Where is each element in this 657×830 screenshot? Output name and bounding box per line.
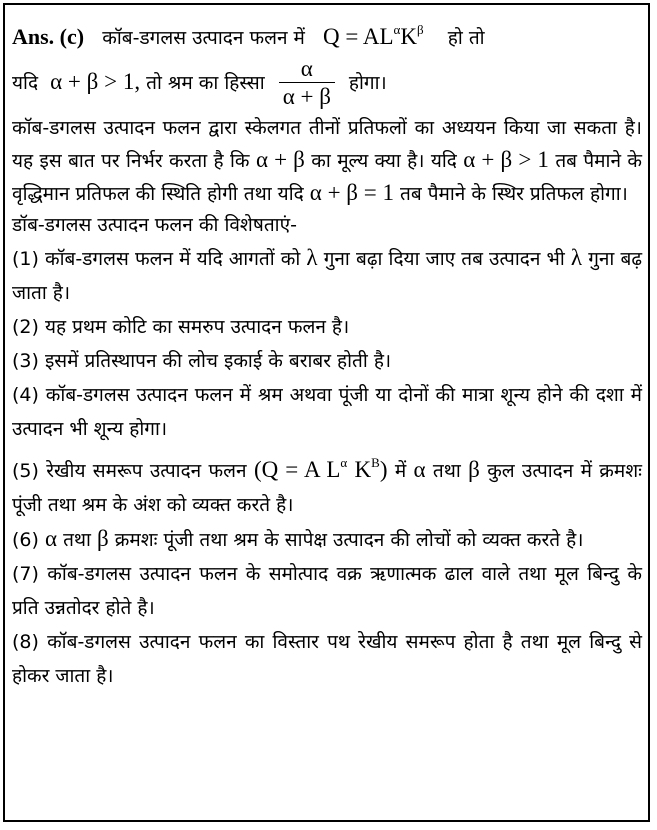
feature-5-k: K	[354, 457, 372, 482]
feature-1-text-c: गुना बढ़ जाता है।	[12, 248, 643, 304]
answer-line-1	[12, 9, 642, 51]
lambda-symbol: λ	[570, 245, 583, 270]
feature-item-7: (7) कॉब-डगलस उत्पादन फलन के समोत्पाद वक्र ऋणात्मक ढाल वाले तथा मूल बिन्दु के प्रति उन्नतोदर होते है।	[12, 563, 642, 619]
alpha-symbol: α	[44, 526, 58, 551]
feature-5-close: )	[379, 457, 388, 482]
feature-item-4: (4) कॉब-डगलस उत्पादन फलन में श्रम अथवा पूंजी या दोनों की मात्रा शून्य होने की दशा में उत्पादन भी शून्य होगा।	[12, 384, 642, 440]
formula-alpha-exponent: α	[393, 22, 401, 37]
answer-intro-text: कॉब-डगलस उत्पादन फलन में	[102, 27, 305, 49]
feature-5-text-b: में	[394, 460, 407, 482]
feature-item-5	[12, 446, 642, 522]
explanation-math-3: α + β = 1	[309, 180, 394, 205]
feature-5-alpha-exponent: α	[340, 455, 348, 470]
feature-item-8: (8) कॉब-डगलस उत्पादन फलन का विस्तार पथ रेखीय समरूप होता है तथा मूल बिन्दु से होकर जाता है।	[12, 631, 642, 687]
labour-share-fraction	[279, 55, 335, 110]
features-heading: डॉब-डगलस उत्पादन फलन की विशेषताएं-	[12, 214, 297, 236]
beta-symbol: β	[468, 457, 480, 482]
explanation-text-2: का मूल्य क्या है। यदि	[311, 150, 457, 172]
formula-q-al: Q = AL	[323, 24, 394, 49]
explanation-text-1: कॉब-डगलस उत्पादन फलन द्वारा स्केलगत तीनों प्रतिफलों का अध्ययन किया जा सकता है। यह इस बात पर निर्भर करता है कि	[12, 117, 642, 172]
answer-box	[3, 3, 650, 822]
feature-item-2: (2) यह प्रथम कोटि का समरुप उत्पादन फलन है।	[12, 316, 350, 338]
fraction-numerator: α	[279, 55, 335, 83]
feature-5-text-c: तथा	[432, 460, 461, 482]
feature-6-text-b: तथा	[63, 529, 91, 551]
explanation-math-1: α + β	[255, 147, 305, 172]
feature-5-text-d: कुल उत्पादन में क्रमशः पूंजी तथा श्रम के अंश को व्यक्त करते है।	[12, 460, 643, 516]
feature-1-text-b: गुना बढ़ा दिया जाए तब उत्पादन भी	[323, 248, 565, 270]
answer-content	[12, 9, 642, 693]
feature-5-b-exponent: B	[371, 455, 380, 470]
answer-if: यदि	[12, 72, 39, 94]
fraction-denominator: α + β	[282, 83, 331, 109]
feature-6-number: (6)	[12, 529, 39, 551]
feature-1-text-a: (1) कॉब-डगलस फलन में यदि आगतों को	[12, 248, 301, 270]
lambda-symbol: λ	[306, 245, 318, 270]
explanation-math-2: α + β > 1	[463, 147, 549, 172]
explanation-paragraph	[12, 113, 642, 210]
answer-label: Ans. (c)	[12, 24, 85, 49]
feature-5-formula: (Q = A L	[253, 457, 341, 482]
answer-line1-end: हो तो	[447, 27, 485, 49]
feature-item-1	[12, 241, 642, 310]
beta-symbol: β	[97, 526, 109, 551]
answer-line-2	[12, 51, 642, 113]
formula-beta-exponent: β	[416, 22, 424, 37]
alpha-symbol: α	[413, 457, 426, 482]
condition-formula: α + β > 1,	[50, 69, 141, 94]
explanation-text-4: तब पैमाने के स्थिर प्रतिफल होगा।	[400, 183, 628, 205]
feature-6-text-c: क्रमशः पूंजी तथा श्रम के सापेक्ष उत्पादन की लोचों को व्यक्त करते है।	[114, 529, 584, 551]
answer-line2-end: होगा।	[348, 72, 387, 94]
feature-5-text-a: (5) रेखीय समरूप उत्पादन फलन	[12, 460, 247, 482]
feature-item-3: (3) इसमें प्रतिस्थापन की लोच इकाई के बराबर होती है।	[12, 350, 392, 372]
labour-share-text: तो श्रम का हिस्सा	[146, 72, 265, 94]
formula-k: K	[400, 24, 417, 49]
feature-item-6	[12, 522, 642, 557]
explanation-text-3: तब पैमाने के वृद्धिमान प्रतिफल की स्थिति होगी तथा यदि	[12, 150, 642, 205]
